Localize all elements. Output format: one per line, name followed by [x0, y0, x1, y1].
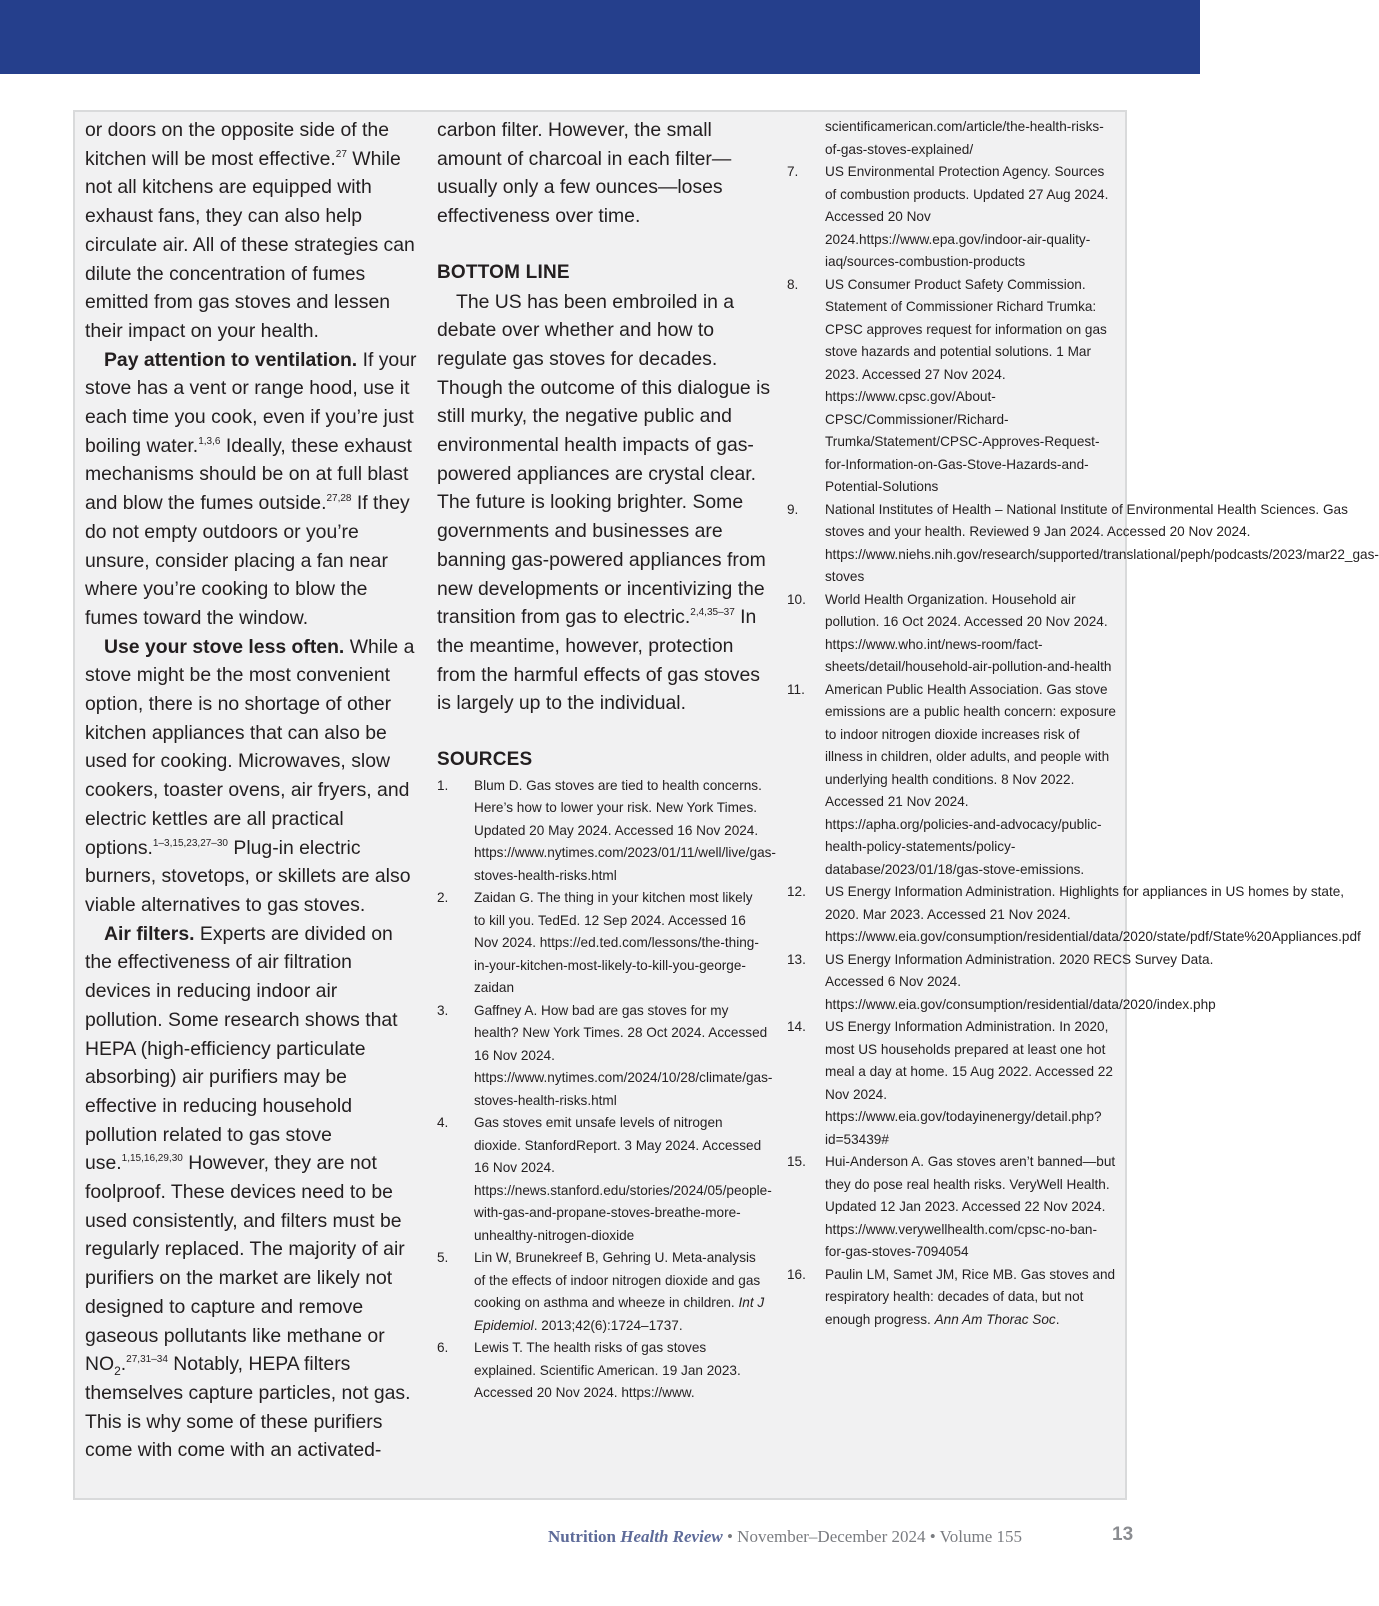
lead-air-filters: Air filters. [104, 922, 195, 945]
source-item: 5. Lin W, Brunekreef B, Gehring U. Meta-analysis of the effects of indoor nitrogen dioxide and gas cooking on asthma and wheeze in children. Int J Epidemiol. 2013;42(6):1724–1737. [437, 1250, 765, 1333]
publication-name: Nutrition Health Review [548, 1527, 723, 1546]
sources-list-a [437, 775, 776, 1405]
lead-ventilation: Pay attention to ventilation. [104, 348, 358, 371]
paragraph-bottom-line: The US has been embroiled in a debate over whether and how to regulate gas stoves for decades. Though the outcome of this dialogue is still murky, the negative public and environmental health impacts of gas-powered appliances are crystal clear. The future is looking brighter. Some governments and businesses are banning gas-powered appliances from new developments or incentivizing the transition from gas to electric.$^{2,4,35-37}$ In the meantime, however, protection from the harmful effects of gas stoves is largely up to the individual. [437, 290, 771, 715]
source-item: 8. US Consumer Product Safety Commission. Statement of Commissioner Richard Trumka: CPSC approves request for information on gas stove hazards and potential solutions. 1 Mar 2023. Accessed 27 Nov 2024. https://www.cpsc.gov/About-CPSC/Commissioner/Richard-Trumka/Statement/CPSC-Approves-Request-for-Information-on-Gas-Stove-Hazards-and-Potential-Solutions [787, 276, 1107, 494]
heading-bottom-line: BOTTOM LINE [437, 261, 570, 283]
column-2 [437, 116, 776, 1405]
source-item: 13. US Energy Information Administration. 2020 RECS Survey Data. Accessed 6 Nov 2024. https://www.eia.gov/consumption/residential/data/2020/index.php [787, 951, 1216, 1012]
paragraph-continued: or doors on the opposite side of the kitchen will be most effective.$^{27}$ While not all kitchens are equipped with exhaust fans, they can also help circulate air. All of these strategies can dilute the concentration of fumes emitted from gas stoves and lessen their impact on your health. [85, 119, 415, 342]
page-footer [548, 1527, 1138, 1553]
heading-sources: SOURCES [437, 749, 533, 771]
paragraph-air-filters: Air filters. Experts are divided on the effectiveness of air filtration devices in reducing indoor air pollution. Some research shows that HEPA (high-efficiency particulate absorbing) air purifiers may be effective in reducing household pollution related to gas stove use.$^{1,15,16,29,30}$ However, they are not foolproof. These devices need to be used consistently, and filters must be regularly replaced. The majority of air purifiers on the market are likely not designed to capture and remove gaseous pollutants like methane or $NO_2.^{27,31-34}$ Notably, HEPA filters themselves capture particles, not gas. This is why some of these purifiers come with come with an activated- [85, 922, 411, 1462]
source-item: 3. Gaffney A. How bad are gas stoves for my health? New York Times. 28 Oct 2024. Accessed 16 Nov 2024. https://www.nytimes.com/2024/10/28/climate/gas-stoves-health-risks.html [437, 1002, 773, 1108]
column-1 [85, 116, 420, 1465]
source-item: 9. National Institutes of Health – National Institute of Environmental Health Sciences. Gas stoves and your health. Reviewed 9 Jan 2024. Accessed 20 Nov 2024. https://www.niehs.nih.gov/research/supported/translational/peph/podcasts/2023/mar22_gas-stoves [787, 501, 1379, 584]
paragraph-ventilation: Pay attention to ventilation. If your stove has a vent or range hood, use it each time you cook, even if you’re just boiling water.$^{1,3,6}$ Ideally, these exhaust mechanisms should be on at full blast and blow the fumes outside.$^{27,28}$ If they do not empty outdoors or you’re unsure, consider placing a fan near where you’re cooking to blow the fumes toward the window. [85, 348, 417, 629]
lead-less-often: Use your stove less often. [104, 635, 345, 658]
paragraph-carbon-filter: carbon filter. However, the small amount of charcoal in each filter—usually only a few ounces—loses effectiveness over time. [437, 119, 732, 228]
sources-list-b [787, 116, 1379, 1331]
source-item: 7. US Environmental Protection Agency. Sources of combustion products. Updated 27 Aug 2024. Accessed 20 Nov 2024.https://www.epa.gov/indoor-air-quality-iaq/sources-combustion-products [787, 164, 1109, 269]
source-item: scientificamerican.com/article/the-health-risks-of-gas-stoves-explained/ [825, 119, 1104, 157]
source-item: 15. Hui-Anderson A. Gas stoves aren’t banned—but they do pose real health risks. VeryWell Health. Updated 12 Jan 2023. Accessed 22 Nov 2024. https://www.verywellhealth.com/cpsc-no-ban-for-gas-stoves-7094054 [787, 1154, 1116, 1259]
paragraph-less-often: Use your stove less often. While a stove might be the most convenient option, there is no shortage of other kitchen appliances that can also be used for cooking. Microwaves, slow cookers, toaster ovens, air fryers, and electric kettles are all practical options.$^{1-3,15,23,27-30}$ Plug-in electric burners, stovetops, or skillets are also viable alternatives to gas stoves. [85, 635, 415, 916]
source-item: 10. World Health Organization. Household air pollution. 16 Oct 2024. Accessed 20 Nov 2024. https://www.who.int/news-room/fact-sheets/detail/household-air-pollution-and-health [787, 591, 1112, 674]
source-item: 16. Paulin LM, Samet JM, Rice MB. Gas stoves and respiratory health: decades of data, but not enough progress. Ann Am Thorac Soc. [787, 1266, 1116, 1327]
source-item: 12. US Energy Information Administration. Highlights for appliances in US homes by state, 2020. Mar 2023. Accessed 21 Nov 2024. https://www.eia.gov/consumption/residential/data/2020/state/pdf/State%20Appliances.pdf [787, 884, 1361, 944]
header-band [0, 0, 1200, 74]
page-number: 13 [1112, 1524, 1134, 1545]
source-item: 2. Zaidan G. The thing in your kitchen most likely to kill you. TedEd. 12 Sep 2024. Accessed 16 Nov 2024. https://ed.ted.com/lessons/the-thing-in-your-kitchen-most-likely-to-kill-you-george-zaidan [437, 890, 759, 996]
source-item: 11. American Public Health Association. Gas stove emissions are a public health concern: exposure to indoor nitrogen dioxide increases risk of illness in children, older adults, and people with underlying health conditions. 8 Nov 2022. Accessed 21 Nov 2024. https://apha.org/policies-and-advocacy/public-health-policy-statements/policy-database/2023/01/18/gas-stove-emissions. [787, 681, 1116, 877]
issue-info: • November–December 2024 • Volume 155 [722, 1527, 1022, 1546]
source-item: 6. Lewis T. The health risks of gas stoves explained. Scientific American. 19 Jan 2023. Accessed 20 Nov 2024. https://www. [437, 1340, 741, 1401]
source-item: 1. Blum D. Gas stoves are tied to health concerns. Here’s how to lower your risk. New York Times. Updated 20 May 2024. Accessed 16 Nov 2024. https://www.nytimes.com/2023/01/11/well/live/gas-stoves-health-risks.html [437, 777, 776, 883]
source-item: 14. US Energy Information Administration. In 2020, most US households prepared at least one hot meal a day at home. 15 Aug 2022. Accessed 22 Nov 2024. https://www.eia.gov/todayinenergy/detail.php?id=53439# [787, 1019, 1113, 1147]
source-item: 4. Gas stoves emit unsafe levels of nitrogen dioxide. StanfordReport. 3 May 2024. Accessed 16 Nov 2024. https://news.stanford.edu/stories/2024/05/people-with-gas-and-propane-stoves-breathe-more-unhealthy-nitrogen-dioxide [437, 1115, 772, 1243]
